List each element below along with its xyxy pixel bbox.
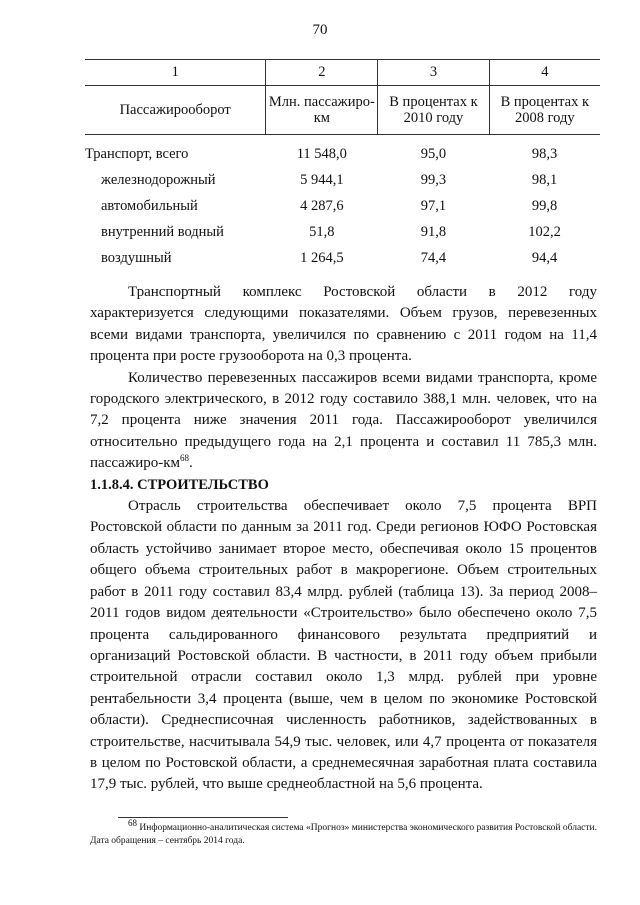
paragraph: Транспортный комплекс Ростовской области в 2012 году характеризуется следующими показателями. Объем грузов, перевезенных всеми видами транспорта, увеличился по сравнению с 2011 годом на 11,4 процента при росте грузооборота на 0,3 процента. (90, 284, 597, 365)
table-row (85, 245, 600, 271)
header-cell: Млн. пассажиро-км (266, 86, 378, 135)
table-cell: 5 944,1 (300, 171, 344, 188)
row-label: автомобильный (101, 197, 198, 214)
header-cell: В процентах к 2010 году (378, 86, 489, 135)
row-label: железнодорожный (101, 171, 216, 188)
table-row (85, 219, 600, 245)
column-number: 3 (378, 60, 489, 86)
table-cell: 11 548,0 (296, 145, 347, 162)
footnote-divider (118, 817, 288, 818)
table-cell: 97,1 (420, 197, 447, 214)
table-cell: 102,2 (528, 223, 561, 240)
table-cell: 98,3 (531, 145, 558, 162)
table-cell: 98,1 (531, 171, 558, 188)
table-cell: 91,8 (420, 223, 447, 240)
table-cell: 1 264,5 (300, 249, 344, 266)
paragraph: Количество перевезенных пассажиров всеми видами транспорта, кроме городского электрического, в 2012 году составило 388,1 млн. человек, что на 7,2 процента ниже значения 2011 года. Пассажирооборот увеличился относительно предыдущего года на 2,1 процента и составил 11 785,3 млн. пассажиро-$км^{68}$. (90, 369, 597, 472)
footnote (90, 817, 598, 848)
table-row (85, 135, 600, 168)
body-text (90, 282, 597, 796)
header-cell: Пассажирооборот (85, 86, 266, 135)
column-number: 2 (266, 60, 378, 86)
header-row (85, 86, 600, 135)
footnote-ref: 68 (180, 453, 190, 464)
table-cell: 94,4 (531, 249, 558, 266)
table-row (85, 193, 600, 219)
row-label: внутренний водный (101, 223, 224, 240)
paragraph: Отрасль строительства обеспечивает около 7,5 процента ВРП Ростовской области по данным за 2011 год. Среди регионов ЮФО Ростовская область устойчиво занимает второе место, обеспечивая около 15 процентов общего объема строительных работ в макрорегионе. Объем строительных работ в 2011 году составил 83,4 млрд. рублей (таблица 13). За период 2008–2011 годов видом деятельности «Строительство» было обеспечено около 7,5 процента сальдированного финансового результата предприятий и организаций Ростовской области. В частности, в 2011 году объем прибыли строительной отрасли составил около 1,3 млрд. рублей при уровне рентабельности 3,4 процента (выше, чем в целом по экономике Ростовской области). Среднесписочная численность работников, задействованных в строительстве, насчитывала 54,9 тыс. человек, или 4,7 процента от показателя в целом по Ростовской области, а среднемесячная заработная плата составила 17,9 тыс. рублей, что выше среднеобластной на 5,6 процента. (90, 498, 597, 793)
table-cell: 99,8 (531, 197, 558, 214)
footnote-text: Информационно-аналитическая система «Прогноз» министерства экономического развития Ростовской области. Дата обращения – сентябрь 2014 года. (90, 823, 598, 846)
paragraph-text: Количество перевезенных пассажиров всеми видами транспорта, кроме городского электрического, в 2012 году составило 388,1 млн. человек, что на 7,2 процента ниже значения 2011 года. Пассажирооборот увеличился относительно предыдущего года на 2,1 процента и составил 11 785,3 млн. пассажиро-км (90, 369, 597, 472)
page-number: 70 (312, 22, 328, 38)
column-number-row (85, 60, 600, 86)
table-row (85, 167, 600, 193)
table-cell: 51,8 (309, 223, 335, 240)
section-title: 1.1.8.4. СТРОИТЕЛЬСТВО (90, 476, 269, 493)
header-cell: В процентах к 2008 году (489, 86, 600, 135)
column-number: 1 (85, 60, 266, 86)
table-cell: 4 287,6 (300, 197, 344, 214)
column-number: 4 (489, 60, 600, 86)
table-cell: 74,4 (420, 249, 447, 266)
table-cell: 99,3 (420, 171, 447, 188)
passenger-turnover-table (85, 59, 600, 271)
table-cell: 95,0 (420, 145, 447, 162)
row-label: воздушный (101, 249, 172, 266)
footnote-number: 68 (128, 817, 137, 828)
row-label: Транспорт, всего (85, 145, 189, 162)
